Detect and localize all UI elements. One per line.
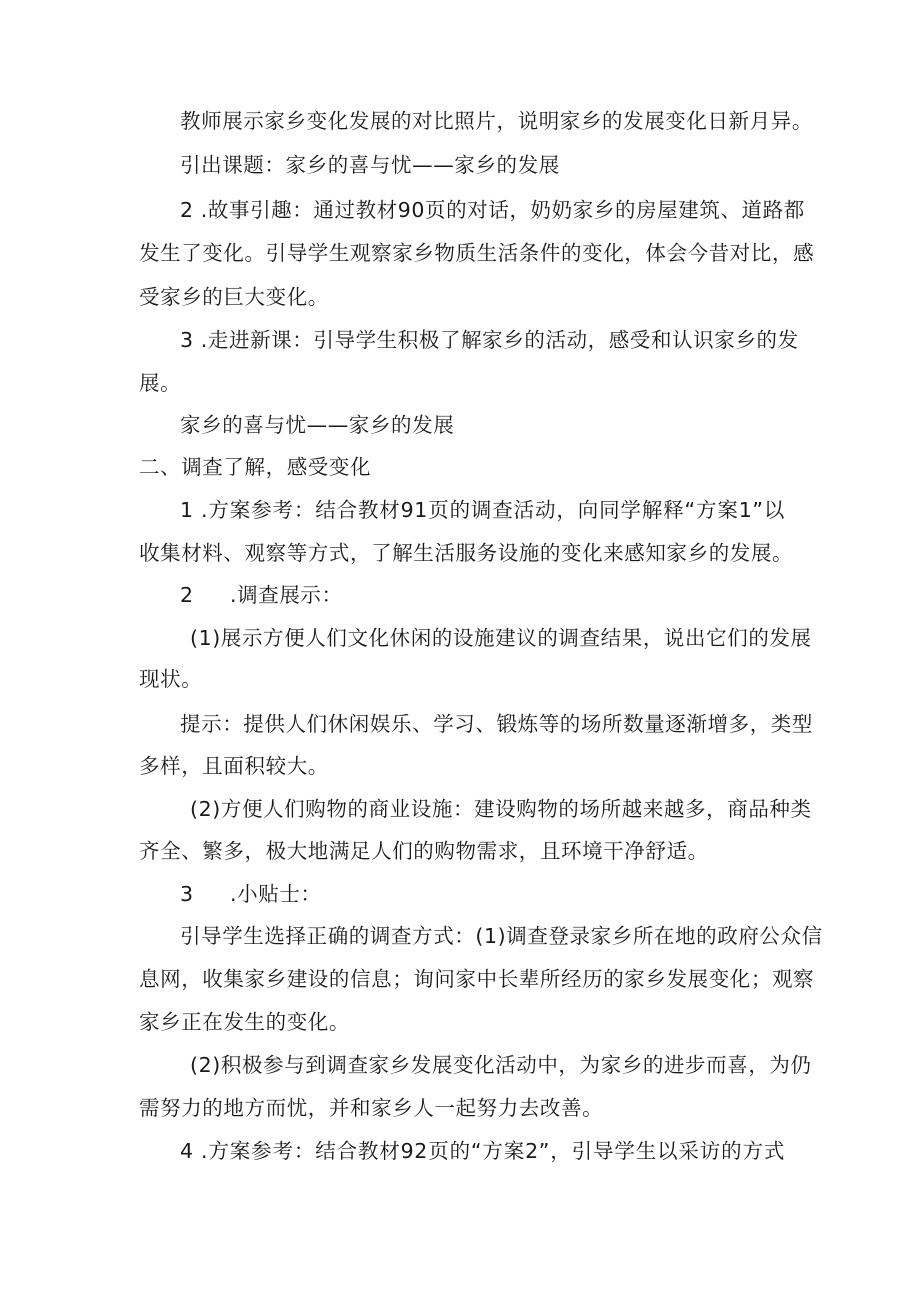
paragraph-line: 展。: [139, 371, 182, 395]
paragraph-line: 引出课题：家乡的喜与忧——家乡的发展: [180, 153, 560, 177]
paragraph-line: 发生了变化。引导学生观察家乡物质生活条件的变化，体会今昔对比，感: [139, 241, 815, 265]
paragraph-line: 1 .方案参考：结合教材91页的调查活动，向同学解释“方案1”以: [180, 498, 785, 522]
list-item-title: .小贴士：: [230, 882, 322, 906]
paragraph-line: 引导学生选择正确的调查方式：(1)调查登录家乡所在地的政府公众信: [180, 924, 823, 948]
paragraph-line: 齐全、繁多，极大地满足人们的购物需求，且环境干净舒适。: [139, 839, 709, 863]
section-heading: 二、调查了解，感受变化: [139, 455, 372, 479]
paragraph-line: 3 .走进新课：引导学生积极了解家乡的活动，感受和认识家乡的发: [180, 328, 799, 352]
paragraph-line: 家乡正在发生的变化。: [139, 1010, 350, 1034]
paragraph-line: 多样，且面积较大。: [139, 754, 329, 778]
list-item-title: .调查展示：: [230, 583, 343, 607]
paragraph-line: 提示：提供人们休闲娱乐、学习、锻炼等的场所数量逐渐增多，类型: [180, 712, 813, 736]
paragraph-line: 息网，收集家乡建设的信息；询问家中长辈所经历的家乡发展变化；观察: [139, 967, 815, 991]
paragraph-line: 2 .故事引趣：通过教材90页的对话，奶奶家乡的房屋建筑、道路都: [180, 198, 805, 222]
paragraph-line: 4 .方案参考：结合教材92页的“方案2”，引导学生以采访的方式: [180, 1139, 785, 1163]
paragraph-line: 受家乡的巨大变化。: [139, 285, 329, 309]
paragraph-line: 教师展示家乡变化发展的对比照片，说明家乡的发展变化日新月异。: [180, 109, 813, 133]
paragraph-line: (2)方便人们购物的商业设施：建设购物的场所越来越多，商品种类: [190, 797, 812, 821]
paragraph-line: (2)积极参与到调查家乡发展变化活动中，为家乡的进步而喜，为仍: [190, 1053, 812, 1077]
paragraph-line: 收集材料、观察等方式，了解生活服务设施的变化来感知家乡的发展。: [139, 541, 794, 565]
paragraph-line: 需努力的地方而忧，并和家乡人一起努力去改善。: [139, 1096, 604, 1120]
section-subtitle: 家乡的喜与忧——家乡的发展: [180, 413, 455, 437]
paragraph-line: (1)展示方便人们文化休闲的设施建议的调查结果，说出它们的发展: [190, 626, 812, 650]
paragraph-line: 现状。: [139, 667, 203, 691]
list-number: 2: [180, 583, 194, 607]
list-number: 3: [180, 882, 194, 906]
